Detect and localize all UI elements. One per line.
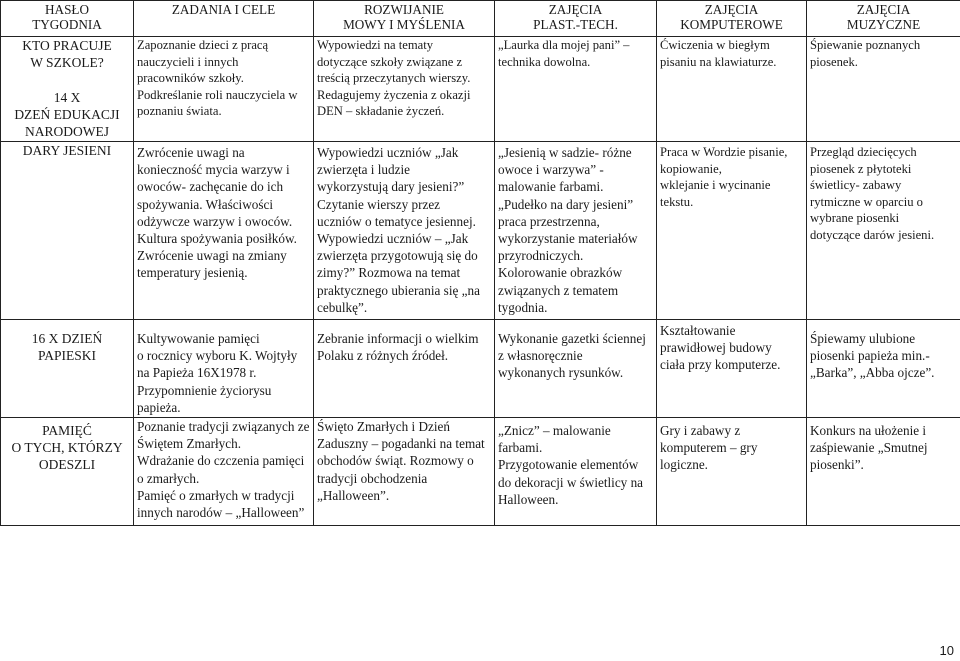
row-theme: PAMIĘĆ O TYCH, KTÓRZY ODESZLI (1, 418, 134, 526)
header-music: ZAJĘCIA MUZYCZNE (807, 1, 960, 37)
row-computer: Praca w Wordzie pisanie, kopiowanie, wklejanie i wycinanie tekstu. (657, 142, 807, 320)
row-music: Przegląd dziecięcych piosenek z płytoteki świetlicy- zabawy rytmiczne w oparciu o wybrane piosenki dotyczące darów jesieni. (807, 142, 960, 320)
row-theme: KTO PRACUJE W SZKOLE? 14 X DZEŃ EDUKACJI NARODOWEJ (1, 37, 134, 142)
page-number: 10 (939, 643, 954, 658)
row-art: Wykonanie gazetki ściennej z własnoręcznie wykonanych rysunków. (495, 320, 657, 418)
row-music: Śpiewamy ulubione piosenki papieża min.- „Barka”, „Abba ojcze”. (807, 320, 960, 418)
row-speech: Wypowiedzi uczniów „Jak zwierzęta i ludzie wykorzystują dary jesieni?” Czytanie wierszy przez uczniów o tematyce jesiennej. Wypowiedzi uczniów – „Jak zwierzęta przygotowują się do zimy?” Rozmowa na temat praktycznego ubierania się „na cebulkę”. (314, 142, 495, 320)
row-speech: Święto Zmarłych i Dzień Zaduszny – pogadanki na temat obchodów świąt. Rozmowy o tradycji obchodzenia „Halloween”. (314, 418, 495, 526)
row-computer: Kształtowanie prawidłowej budowy ciała przy komputerze. (657, 320, 807, 418)
table-row (1, 418, 960, 526)
row-goals: Zwrócenie uwagi na konieczność mycia warzyw i owoców- zachęcanie do ich spożywania. Właściwości odżywcze warzyw i owoców. Kultura spożywania posiłków. Zwrócenie uwagi na zmiany temperatury jesienią. (134, 142, 314, 320)
row-goals: Zapoznanie dzieci z pracą nauczycieli i innych pracowników szkoły. Podkreślanie roli nauczyciela w poznaniu świata. (134, 37, 314, 142)
row-theme: DARY JESIENI (1, 142, 134, 320)
header-art-tech: ZAJĘCIA PLAST.-TECH. (495, 1, 657, 37)
table-row (1, 37, 960, 142)
row-art: „Znicz” – malowanie farbami. Przygotowanie elementów do dekoracji w świetlicy na Halloween. (495, 418, 657, 526)
row-art: „Laurka dla mojej pani” – technika dowolna. (495, 37, 657, 142)
table-row (1, 320, 960, 418)
row-music: Konkurs na ułożenie i zaśpiewanie „Smutnej piosenki”. (807, 418, 960, 526)
row-speech: Wypowiedzi na tematy dotyczące szkoły związane z treścią przeczytanych wierszy. Redagujemy życzenia z okazji DEN – składanie życzeń. (314, 37, 495, 142)
header-tasks-goals: ZADANIA I CELE (134, 1, 314, 37)
row-art: „Jesienią w sadzie- różne owoce i warzywa” - malowanie farbami. „Pudełko na dary jesieni” praca przestrzenna, wykorzystanie materiałów przyrodniczych. Kolorowanie obrazków związanych z tematem tygodnia. (495, 142, 657, 320)
row-computer: Gry i zabawy z komputerem – gry logiczne. (657, 418, 807, 526)
row-goals: Poznanie tradycji związanych ze Świętem Zmarłych. Wdrażanie do czczenia pamięci o zmarłych. Pamięć o zmarłych w tradycji innych narodów – „Halloween” (134, 418, 314, 526)
header-computer: ZAJĘCIA KOMPUTEROWE (657, 1, 807, 37)
header-row (1, 1, 960, 37)
header-speech-thinking: ROZWIJANIE MOWY I MYŚLENIA (314, 1, 495, 37)
header-week-theme: HASŁO TYGODNIA (1, 1, 134, 37)
row-computer: Ćwiczenia w biegłym pisaniu na klawiaturze. (657, 37, 807, 142)
row-music: Śpiewanie poznanych piosenek. (807, 37, 960, 142)
table-row (1, 142, 960, 320)
row-theme: 16 X DZIEŃ PAPIESKI (1, 320, 134, 418)
row-goals: Kultywowanie pamięci o rocznicy wyboru K. Wojtyły na Papieża 16X1978 r. Przypomnienie życiorysu papieża. (134, 320, 314, 418)
row-speech: Zebranie informacji o wielkim Polaku z różnych źródeł. (314, 320, 495, 418)
